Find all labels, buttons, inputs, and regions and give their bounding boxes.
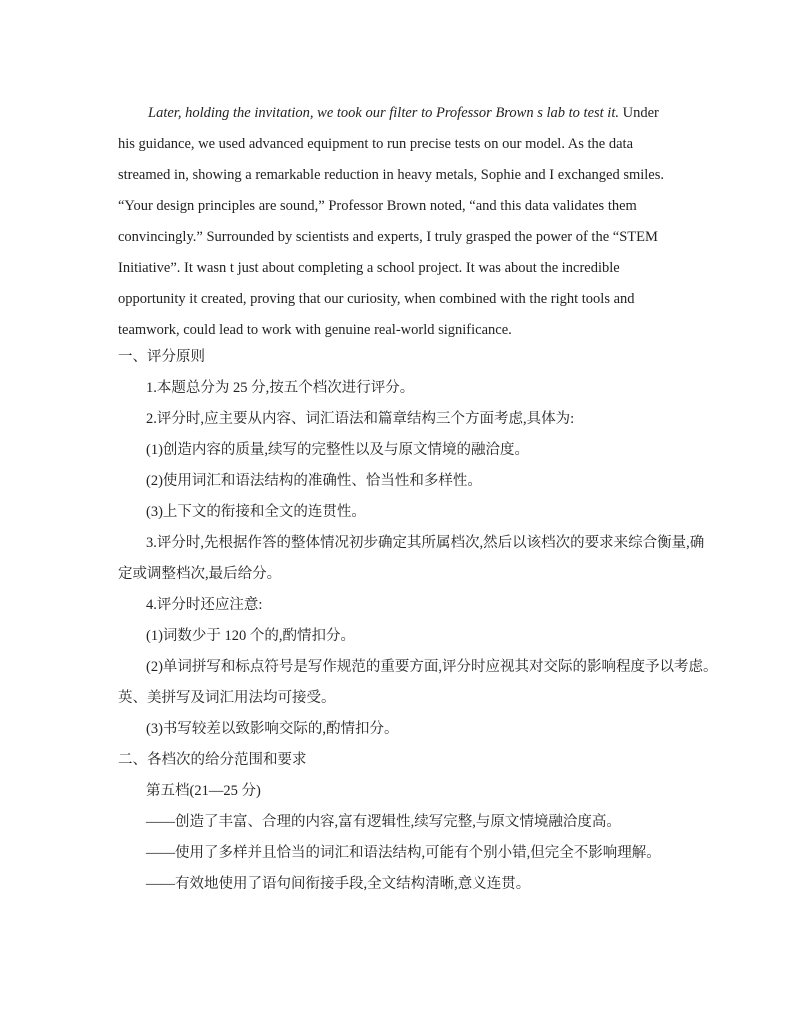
level-five-requirement: ——有效地使用了语句间衔接手段,全文结构清晰,意义连贯。 <box>146 876 531 892</box>
section-title-score-levels: 二、各档次的给分范围和要求 <box>118 752 307 768</box>
essay-body: Under his guidance, we used advanced equipment to run precise tests on our model. As the data streamed in, showing a remarkable reduction in heavy metals, Sophie and I exchanged smiles. “Your design principles are sound,” Professor Brown noted, “and this data validates them convincingly.” Surrounded by scientists and experts, I truly grasped the power of the “STEM Initiative”. It wasn t just about completing a school project. It was about the incredible opportunity it created, proving that our curiosity, when combined with the right tools and teamwork, could lead to work with genuine real-world significance. <box>118 105 665 338</box>
rubric-subitem: (2)使用词汇和语法结构的准确性、恰当性和多样性。 <box>146 473 482 489</box>
rubric-subitem-continued: 英、美拼写及词汇用法均可接受。 <box>118 690 336 706</box>
level-five-title: 第五档(21—25 分) <box>146 783 261 799</box>
rubric-item: 3.评分时,先根据作答的整体情况初步确定其所属档次,然后以该档次的要求来综合衡量,确 <box>146 535 705 551</box>
rubric-subitem: (1)创造内容的质量,续写的完整性以及与原文情境的融洽度。 <box>146 442 530 458</box>
scoring-rubric <box>118 342 718 900</box>
essay-paragraph <box>118 98 678 346</box>
rubric-subitem: (3)书写较差以致影响交际的,酌情扣分。 <box>146 721 399 737</box>
section-title-scoring-principles: 一、评分原则 <box>118 349 205 365</box>
essay-lead-sentence: Later, holding the invitation, we took our filter to Professor Brown s lab to test it. <box>148 105 619 121</box>
rubric-item: 4.评分时还应注意: <box>146 597 263 613</box>
essay-text <box>118 98 678 346</box>
rubric-item: 2.评分时,应主要从内容、词汇语法和篇章结构三个方面考虑,具体为: <box>146 411 575 427</box>
level-five-requirement: ——创造了丰富、合理的内容,富有逻辑性,续写完整,与原文情境融洽度高。 <box>146 814 621 830</box>
rubric-item-continued: 定或调整档次,最后给分。 <box>118 566 282 582</box>
rubric-subitem: (2)单词拼写和标点符号是写作规范的重要方面,评分时应视其对交际的影响程度予以考虑。 <box>146 659 718 675</box>
rubric-subitem: (3)上下文的衔接和全文的连贯性。 <box>146 504 366 520</box>
rubric-subitem: (1)词数少于 120 个的,酌情扣分。 <box>146 628 356 644</box>
rubric-item: 1.本题总分为 25 分,按五个档次进行评分。 <box>146 380 415 396</box>
level-five-requirement: ——使用了多样并且恰当的词汇和语法结构,可能有个别小错,但完全不影响理解。 <box>146 845 661 861</box>
